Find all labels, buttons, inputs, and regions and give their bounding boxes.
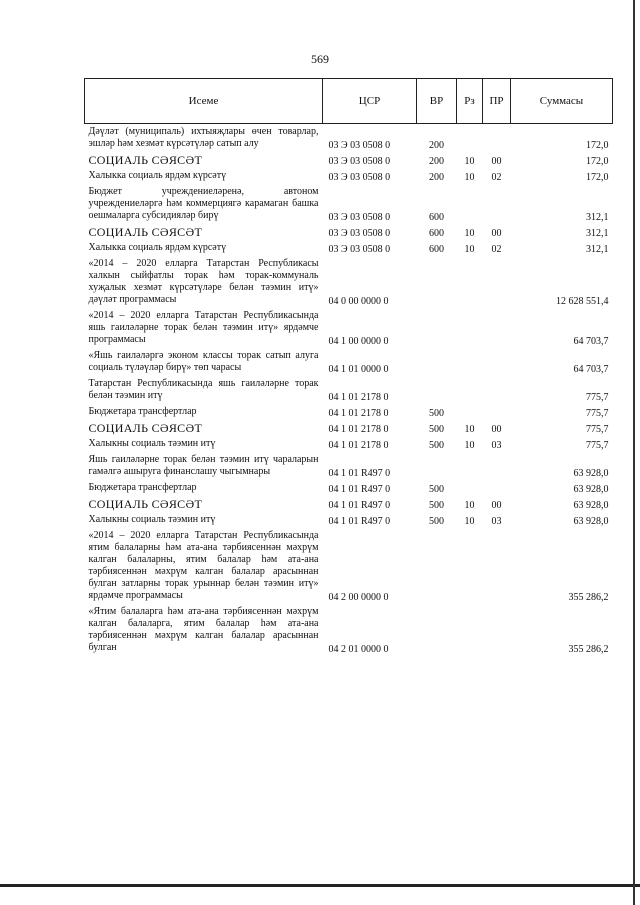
row-vr: 600 — [429, 228, 444, 239]
right-edge-line — [633, 0, 635, 905]
row-sum: 63 928,0 — [573, 500, 609, 511]
row-name: Халыкка социаль ярдәм күрсәтү — [88, 242, 227, 253]
row-vr: 600 — [429, 212, 444, 223]
row-rz: 10 — [464, 244, 475, 255]
row-sum: 172,0 — [586, 156, 609, 167]
row-vr — [417, 528, 457, 604]
row-csr: 04 2 01 0000 0 — [328, 644, 389, 655]
row-rz — [457, 348, 483, 376]
row-pr: 03 — [491, 516, 502, 527]
row-vr: 200 — [429, 140, 444, 151]
table-row — [85, 308, 613, 348]
row-csr: 04 1 01 R497 0 — [328, 500, 391, 511]
row-csr: 04 0 00 0000 0 — [328, 296, 389, 307]
row-csr: 04 1 01 2178 0 — [328, 440, 389, 451]
row-sum: 355 286,2 — [568, 592, 609, 603]
row-rz — [457, 604, 483, 656]
row-rz — [457, 528, 483, 604]
row-vr: 500 — [429, 516, 444, 527]
row-sum: 775,7 — [586, 408, 609, 419]
row-pr — [483, 528, 511, 604]
row-pr — [483, 348, 511, 376]
row-csr: 04 1 01 R497 0 — [328, 484, 391, 495]
row-sum: 63 928,0 — [573, 516, 609, 527]
row-name: Бюджетара трансфертлар — [88, 482, 197, 493]
row-rz: 10 — [464, 228, 475, 239]
row-pr: 02 — [491, 172, 502, 183]
row-name: Бюджет учреждениеләренә, автоном учреждениеләргә һәм коммерциягә карамаган башка оешмаларга субсидияләр бирү — [88, 186, 319, 221]
row-pr — [483, 480, 511, 496]
row-name: Халыкны социаль тәэмин итү — [88, 514, 216, 525]
row-csr: 04 1 01 2178 0 — [328, 392, 389, 403]
row-pr: 00 — [491, 424, 502, 435]
row-vr: 500 — [429, 440, 444, 451]
row-vr: 200 — [429, 156, 444, 167]
row-rz: 10 — [464, 424, 475, 435]
row-csr: 03 Э 03 0508 0 — [328, 228, 391, 239]
row-sum: 355 286,2 — [568, 644, 609, 655]
row-rz — [457, 452, 483, 480]
row-rz: 10 — [464, 440, 475, 451]
header-sum: Суммасы — [511, 79, 613, 124]
row-name: «2014 – 2020 елларга Татарстан Республикасында ятим балаларны һәм ата-ана тәрбиясеннән мәхрүм калган балаларны, ятим балалар һәм ата-ана тәрбиясеннән мәхрүм калган балалар арасыннан булган затларны торак урыннар белән тәэмин итү» ярдәмче программасы — [88, 530, 319, 601]
row-name: Бюджетара трансфертлар — [88, 406, 197, 417]
table-row — [85, 604, 613, 656]
row-rz — [457, 376, 483, 404]
header-row — [85, 79, 613, 124]
row-vr — [417, 308, 457, 348]
row-rz: 10 — [464, 172, 475, 183]
row-vr: 200 — [429, 172, 444, 183]
row-rz — [457, 184, 483, 224]
table-row — [85, 168, 613, 184]
row-sum: 64 703,7 — [573, 336, 609, 347]
row-vr: 500 — [429, 408, 444, 419]
row-rz — [457, 480, 483, 496]
row-pr: 00 — [491, 500, 502, 511]
table-row — [85, 240, 613, 256]
row-csr: 04 1 00 0000 0 — [328, 336, 389, 347]
row-pr — [483, 308, 511, 348]
budget-table — [84, 78, 613, 656]
row-pr: 03 — [491, 440, 502, 451]
row-sum: 64 703,7 — [573, 364, 609, 375]
row-name: СОЦИАЛЬ СӘЯСӘТ — [88, 497, 203, 511]
row-csr: 04 2 00 0000 0 — [328, 592, 389, 603]
header-pr: ПР — [483, 79, 511, 124]
row-vr: 600 — [429, 244, 444, 255]
table-row — [85, 124, 613, 153]
row-name: СОЦИАЛЬ СӘЯСӘТ — [88, 421, 203, 435]
row-sum: 12 628 551,4 — [556, 296, 609, 307]
header-csr: ЦСР — [323, 79, 417, 124]
row-name: Халыкка социаль ярдәм күрсәтү — [88, 170, 227, 181]
row-pr — [483, 184, 511, 224]
row-pr — [483, 256, 511, 308]
row-pr: 02 — [491, 244, 502, 255]
row-rz: 10 — [464, 156, 475, 167]
table-row — [85, 480, 613, 496]
row-pr: 00 — [491, 228, 502, 239]
row-csr: 03 Э 03 0508 0 — [328, 212, 391, 223]
row-csr: 04 1 01 2178 0 — [328, 424, 389, 435]
row-rz — [457, 124, 483, 153]
row-rz: 10 — [464, 516, 475, 527]
table-row — [85, 224, 613, 240]
row-rz — [457, 256, 483, 308]
row-sum: 172,0 — [586, 140, 609, 151]
row-name: Дәүләт (муниципаль) ихтыяҗлары өчен товарлар, эшләр һәм хезмәт күрсәтүләр сатып алу — [88, 126, 319, 149]
header-rz: Рз — [457, 79, 483, 124]
row-csr: 03 Э 03 0508 0 — [328, 244, 391, 255]
table-row — [85, 436, 613, 452]
row-vr — [417, 256, 457, 308]
budget-table-container — [84, 78, 612, 656]
row-sum: 775,7 — [586, 440, 609, 451]
table-row — [85, 404, 613, 420]
row-rz — [457, 308, 483, 348]
table-header — [85, 79, 613, 124]
row-vr: 500 — [429, 424, 444, 435]
row-vr — [417, 604, 457, 656]
row-name: СОЦИАЛЬ СӘЯСӘТ — [88, 153, 203, 167]
row-csr: 03 Э 03 0508 0 — [328, 172, 391, 183]
row-rz: 10 — [464, 500, 475, 511]
row-name: СОЦИАЛЬ СӘЯСӘТ — [88, 225, 203, 239]
bottom-edge-line — [0, 884, 640, 887]
row-pr — [483, 452, 511, 480]
row-pr — [483, 376, 511, 404]
header-vr: ВР — [417, 79, 457, 124]
table-row — [85, 496, 613, 512]
row-vr — [417, 452, 457, 480]
row-vr: 500 — [429, 500, 444, 511]
row-sum: 775,7 — [586, 424, 609, 435]
row-csr: 04 1 01 0000 0 — [328, 364, 389, 375]
row-name: Татарстан Республикасында яшь гаиләләрне торак белән тәэмин итү — [88, 378, 319, 401]
row-name: «2014 – 2020 елларга Татарстан Республикасы халкын сыйфатлы торак һәм торак-коммуналь хуҗалык хезмәт күрсәтүләре белән тәэмин итү» дәүләт программасы — [88, 258, 319, 305]
row-sum: 172,0 — [586, 172, 609, 183]
row-sum: 312,1 — [586, 244, 609, 255]
table-row — [85, 420, 613, 436]
table-row — [85, 376, 613, 404]
row-pr — [483, 604, 511, 656]
row-csr: 03 Э 03 0508 0 — [328, 156, 391, 167]
row-pr: 00 — [491, 156, 502, 167]
header-name: Исеме — [85, 79, 323, 124]
table-row — [85, 528, 613, 604]
table-row — [85, 152, 613, 168]
table-row — [85, 256, 613, 308]
row-pr — [483, 404, 511, 420]
row-vr — [417, 376, 457, 404]
table-row — [85, 452, 613, 480]
row-csr: 04 1 01 R497 0 — [328, 468, 391, 479]
row-vr: 500 — [429, 484, 444, 495]
row-vr — [417, 348, 457, 376]
row-sum: 63 928,0 — [573, 484, 609, 495]
row-sum: 775,7 — [586, 392, 609, 403]
row-sum: 312,1 — [586, 212, 609, 223]
table-row — [85, 512, 613, 528]
row-csr: 04 1 01 R497 0 — [328, 516, 391, 527]
page-number: 569 — [311, 52, 329, 66]
row-csr: 03 Э 03 0508 0 — [328, 140, 391, 151]
row-name: «Ятим балаларга һәм ата-ана тәрбиясеннән мәхрүм калган балаларга, ятим балалар һәм ата-ана тәрбиясеннән мәхрүм калган балалар арасыннан булган — [88, 606, 319, 653]
row-name: Халыкны социаль тәэмин итү — [88, 438, 216, 449]
row-sum: 63 928,0 — [573, 468, 609, 479]
row-sum: 312,1 — [586, 228, 609, 239]
row-name: «2014 – 2020 елларга Татарстан Республикасында яшь гаиләләрне торак белән тәэмин итү» ярдәмче программасы — [88, 310, 319, 345]
table-body — [85, 124, 613, 657]
row-name: «Яшь гаиләләргә эконом классы торак сатып алуга социаль түләүләр бирү» төп чарасы — [88, 350, 319, 373]
table-row — [85, 184, 613, 224]
row-rz — [457, 404, 483, 420]
table-row — [85, 348, 613, 376]
row-pr — [483, 124, 511, 153]
row-csr: 04 1 01 2178 0 — [328, 408, 389, 419]
row-name: Яшь гаиләләрне торак белән тәэмин итү чараларын гамәлгә ашыруга финанслашу чыгымнары — [88, 454, 319, 477]
